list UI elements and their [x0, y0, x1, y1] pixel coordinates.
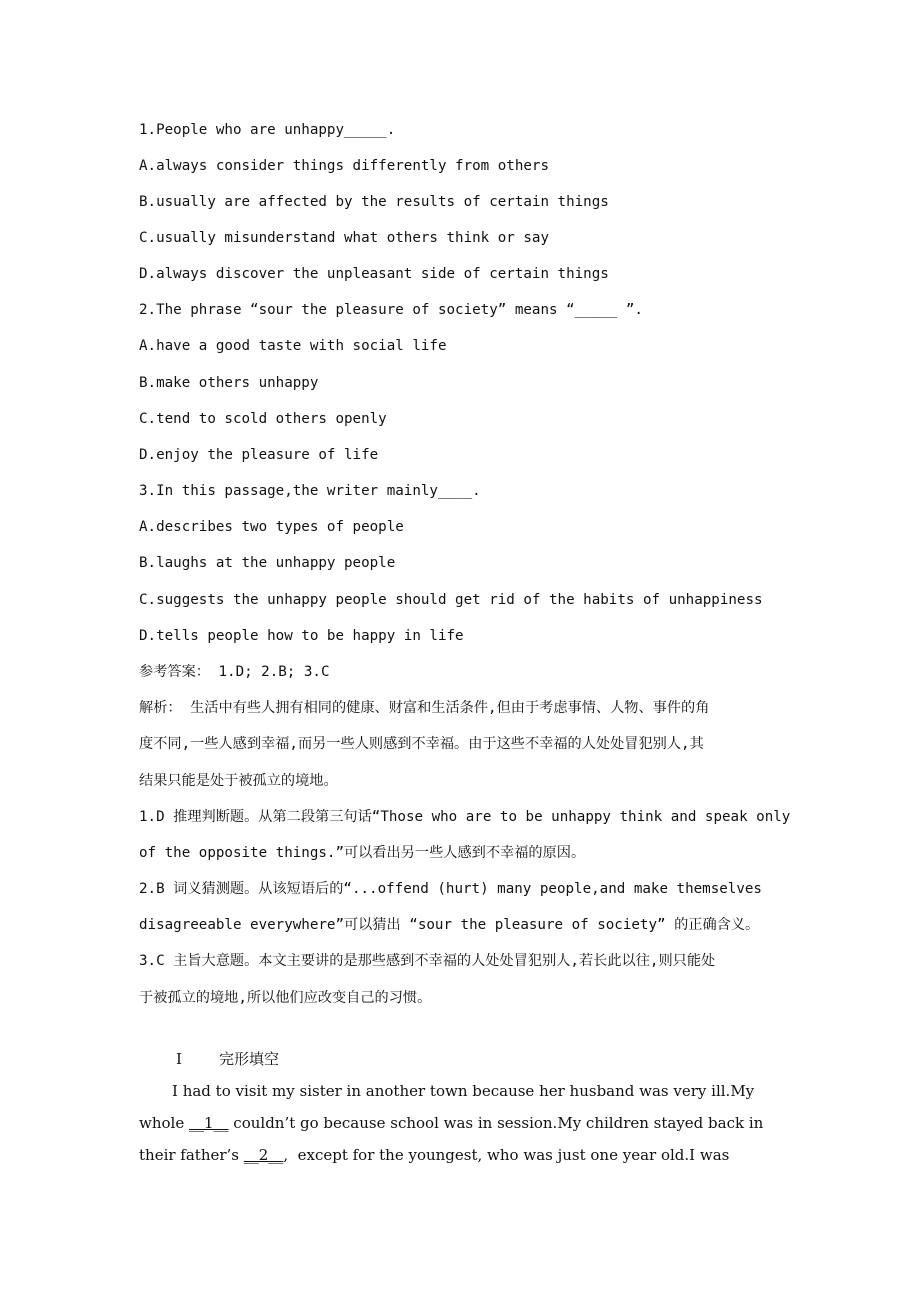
question-3-option-c: C.suggests the unhappy people should get rid of the habits of unhappiness	[139, 592, 763, 608]
question-3-option-d: D.tells people how to be happy in life	[139, 628, 464, 644]
question-3-option-b: B.laughs at the unhappy people	[139, 555, 396, 571]
explanation-1-line-1: 1.D 推理判断题。从第二段第三句话“Those who are to be unhappy think and speak only	[139, 809, 791, 825]
analysis-line-2: 度不同,一些人感到幸福,而另一些人则感到不幸福。由于这些不幸福的人处处冒犯别人,其	[139, 736, 704, 752]
question-2-stem: 2.The phrase “sour the pleasure of society” means “_____ ”.	[139, 302, 643, 318]
passage-line-1: I had to visit my sister in another town because her husband was very ill.My	[172, 1082, 755, 1100]
passage-line-2	[139, 1113, 763, 1133]
passage-line-3	[139, 1145, 729, 1165]
question-1-option-a: A.always consider things differently from others	[139, 158, 549, 174]
explanation-2-line-1: 2.B 词义猜测题。从该短语后的“...offend (hurt) many people,and make themselves	[139, 881, 762, 897]
question-2-option-d: D.enjoy the pleasure of life	[139, 447, 379, 463]
question-3-option-a: A.describes two types of people	[139, 519, 404, 535]
question-1-option-d: D.always discover the unpleasant side of certain things	[139, 266, 609, 282]
answer-key: 参考答案： 1.D; 2.B; 3.C	[139, 664, 330, 680]
analysis-line-3: 结果只能是处于被孤立的境地。	[139, 773, 338, 789]
question-1-option-b: B.usually are affected by the results of certain things	[139, 194, 609, 210]
question-3-stem: 3.In this passage,the writer mainly____.	[139, 483, 481, 499]
explanation-1-line-2: of the opposite things.”可以看出另一些人感到不幸福的原因。	[139, 845, 586, 861]
question-2-option-b: B.make others unhappy	[139, 375, 319, 391]
analysis-line-1: 解析： 生活中有些人拥有相同的健康、财富和生活条件,但由于考虑事情、人物、事件的角	[139, 700, 710, 716]
question-1-option-c: C.usually misunderstand what others think or say	[139, 230, 549, 246]
explanation-3-line-2: 于被孤立的境地,所以他们应改变自己的习惯。	[139, 990, 432, 1006]
passage-text: couldn’t go because school was in session.My children stayed back in	[228, 1114, 764, 1132]
question-1-stem: 1.People who are unhappy_____.	[139, 122, 396, 138]
section-numeral: I	[176, 1050, 182, 1068]
explanation-2-line-2: disagreeable everywhere”可以猜出 “sour the pleasure of society” 的正确含义。	[139, 917, 760, 933]
passage-text: their father’s	[139, 1146, 244, 1164]
section-title: 完形填空	[219, 1050, 280, 1068]
cloze-blank-1: __1__	[188, 1114, 229, 1132]
passage-text: , except for the youngest, who was just one year old.I was	[283, 1146, 730, 1164]
explanation-3-line-1: 3.C 主旨大意题。本文主要讲的是那些感到不幸福的人处处冒犯别人,若长此以往,则只能处	[139, 953, 716, 969]
cloze-blank-2: __2__	[243, 1146, 284, 1164]
passage-text: whole	[139, 1114, 189, 1132]
question-2-option-c: C.tend to scold others openly	[139, 411, 387, 427]
question-2-option-a: A.have a good taste with social life	[139, 338, 447, 354]
